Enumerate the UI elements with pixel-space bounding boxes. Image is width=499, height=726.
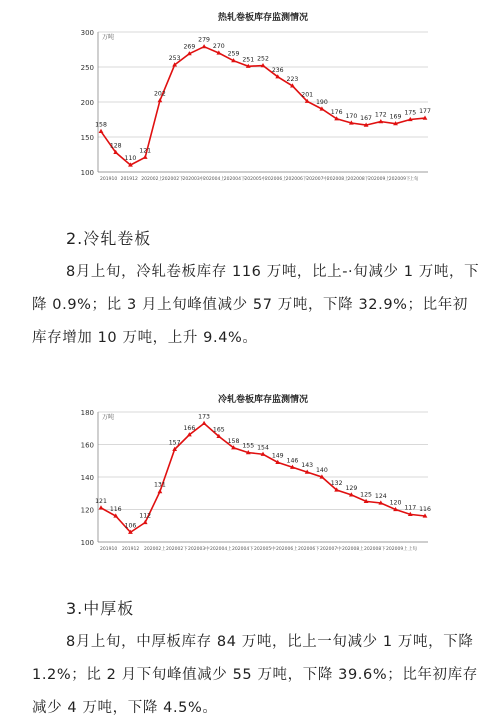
data-label: 154 <box>257 444 269 452</box>
data-point <box>99 505 104 509</box>
data-label: 140 <box>316 467 328 474</box>
section-paragraph-cold-rolled: 8月上旬，冷轧卷板库存 116 万吨，比上-·旬减少 1 万吨，下降 0.9%；比 3 月上旬峰值减少 57 万吨，下降 32.9%；比年初库存增加 10 万吨，上升 9.4%。 <box>32 264 480 346</box>
y-tick-label: 160 <box>80 441 94 450</box>
x-tick-label: 202002下 <box>161 177 184 182</box>
data-label: 125 <box>360 491 372 499</box>
hot-rolled-inventory-chart <box>0 0 499 192</box>
data-label: 149 <box>271 452 284 460</box>
x-tick-label: 202002上 <box>144 547 166 552</box>
x-tick-label: 202005中 <box>254 547 276 552</box>
section-heading-medium-plate: 3.中厚板 <box>66 599 135 618</box>
y-tick-label: 100 <box>80 169 94 177</box>
x-tick-label: 202009下 <box>388 177 411 182</box>
cold-rolled-inventory-chart <box>0 388 499 552</box>
x-tick-label: 202003中 <box>188 547 210 552</box>
data-label: 202 <box>154 90 166 98</box>
data-label: 157 <box>168 439 181 447</box>
x-tick-label: 202004下 <box>223 177 246 182</box>
y-tick-label: 150 <box>80 134 94 142</box>
data-label: 106 <box>124 522 137 530</box>
data-label: 116 <box>419 506 431 513</box>
data-label: 252 <box>257 55 269 63</box>
data-label: 120 <box>389 499 402 507</box>
data-label: 269 <box>183 43 196 51</box>
y-tick-label: 120 <box>80 506 94 515</box>
y-axis-unit: 万吨 <box>102 34 115 41</box>
y-tick-label: 180 <box>80 409 94 417</box>
x-tick-label: 上旬 <box>409 177 419 182</box>
data-label: 116 <box>109 506 122 513</box>
x-tick-label: 202003中 <box>182 177 205 182</box>
x-tick-label: 202007中 <box>320 547 342 552</box>
data-label: 201 <box>301 91 314 99</box>
data-label: 173 <box>198 413 210 421</box>
data-label: 143 <box>301 462 314 470</box>
x-tick-label: 202005中 <box>244 177 267 182</box>
x-tick-label: 201910 <box>100 177 118 182</box>
data-label: 279 <box>198 36 210 44</box>
data-point <box>143 155 148 159</box>
data-label: 158 <box>95 121 107 129</box>
x-tick-label: 202002上 <box>141 177 163 182</box>
x-tick-label: 202008下 <box>347 177 370 182</box>
x-tick-label: 202006上 <box>265 177 287 182</box>
data-point <box>202 421 207 425</box>
y-tick-label: 140 <box>80 474 94 482</box>
data-label: 110 <box>124 155 137 162</box>
data-label: 166 <box>183 424 196 432</box>
data-label: 175 <box>404 109 417 117</box>
y-tick-label: 100 <box>80 539 94 547</box>
x-tick-label: 202004下 <box>232 547 254 552</box>
data-point <box>158 98 163 102</box>
data-label: 176 <box>330 108 343 116</box>
data-label: 117 <box>404 504 417 512</box>
data-label: 129 <box>345 484 358 492</box>
data-label: 112 <box>139 512 152 520</box>
data-label: 253 <box>168 54 181 62</box>
section-heading-cold-rolled: 2.冷轧卷板 <box>66 229 152 248</box>
data-label: 177 <box>419 108 431 116</box>
x-tick-label: 202002下 <box>166 547 188 552</box>
x-tick-label: 201912 <box>120 177 138 182</box>
x-tick-label: 202004上 <box>203 177 225 182</box>
y-tick-label: 250 <box>80 64 94 72</box>
x-tick-label: 202008上 <box>326 177 349 182</box>
data-label: 121 <box>139 147 152 155</box>
x-tick-label: 202008上 <box>342 547 364 552</box>
x-tick-label: 202009上 <box>368 177 390 182</box>
x-tick-label: 202006下 <box>298 547 320 552</box>
data-label: 146 <box>286 457 299 465</box>
data-point <box>202 44 207 48</box>
section-paragraph-medium-plate: 8月上旬，中厚板库存 84 万吨，比上一旬减少 1 万吨，下降 1.2%；比 2 月下旬峰值减少 55 万吨，下降 39.6%；比年初库存减少 4 万吨，下降 4.5%。 <box>32 634 478 716</box>
data-label: 259 <box>227 50 240 58</box>
data-label: 172 <box>374 111 387 119</box>
chart-title: 热轧卷板库存监测情况 <box>217 13 309 23</box>
y-tick-label: 200 <box>80 99 94 107</box>
y-tick-label: 300 <box>80 29 94 37</box>
data-label: 169 <box>389 113 402 121</box>
y-axis-unit: 万吨 <box>102 414 115 421</box>
data-label: 190 <box>316 99 328 106</box>
data-label: 251 <box>242 56 255 64</box>
data-label: 128 <box>109 142 122 150</box>
x-tick-label: 202008下 <box>364 547 386 552</box>
data-label: 270 <box>212 43 225 50</box>
data-label: 167 <box>360 115 372 123</box>
data-label: 132 <box>330 480 343 487</box>
data-label: 131 <box>154 481 166 489</box>
chart-title: 冷轧卷板库存监测情况 <box>217 395 309 405</box>
data-label: 124 <box>374 493 387 500</box>
data-label: 223 <box>286 75 299 83</box>
data-label: 165 <box>212 426 225 434</box>
x-tick-label: 202004上 <box>210 547 232 552</box>
data-label: 155 <box>242 442 255 450</box>
data-label: 236 <box>271 66 284 74</box>
x-tick-label: 202006下 <box>285 177 308 182</box>
x-tick-label: 201912 <box>122 547 140 552</box>
x-tick-label: 202006上 <box>276 547 298 552</box>
data-label: 158 <box>227 437 240 445</box>
x-tick-label: 202009上 <box>386 547 408 552</box>
data-label: 121 <box>95 497 107 505</box>
data-label: 170 <box>345 113 358 120</box>
data-point <box>99 129 104 133</box>
x-tick-label: 202007中 <box>306 177 328 182</box>
data-point <box>158 489 163 493</box>
x-tick-label: 201910 <box>100 547 118 552</box>
x-tick-label: 上旬 <box>408 547 417 552</box>
